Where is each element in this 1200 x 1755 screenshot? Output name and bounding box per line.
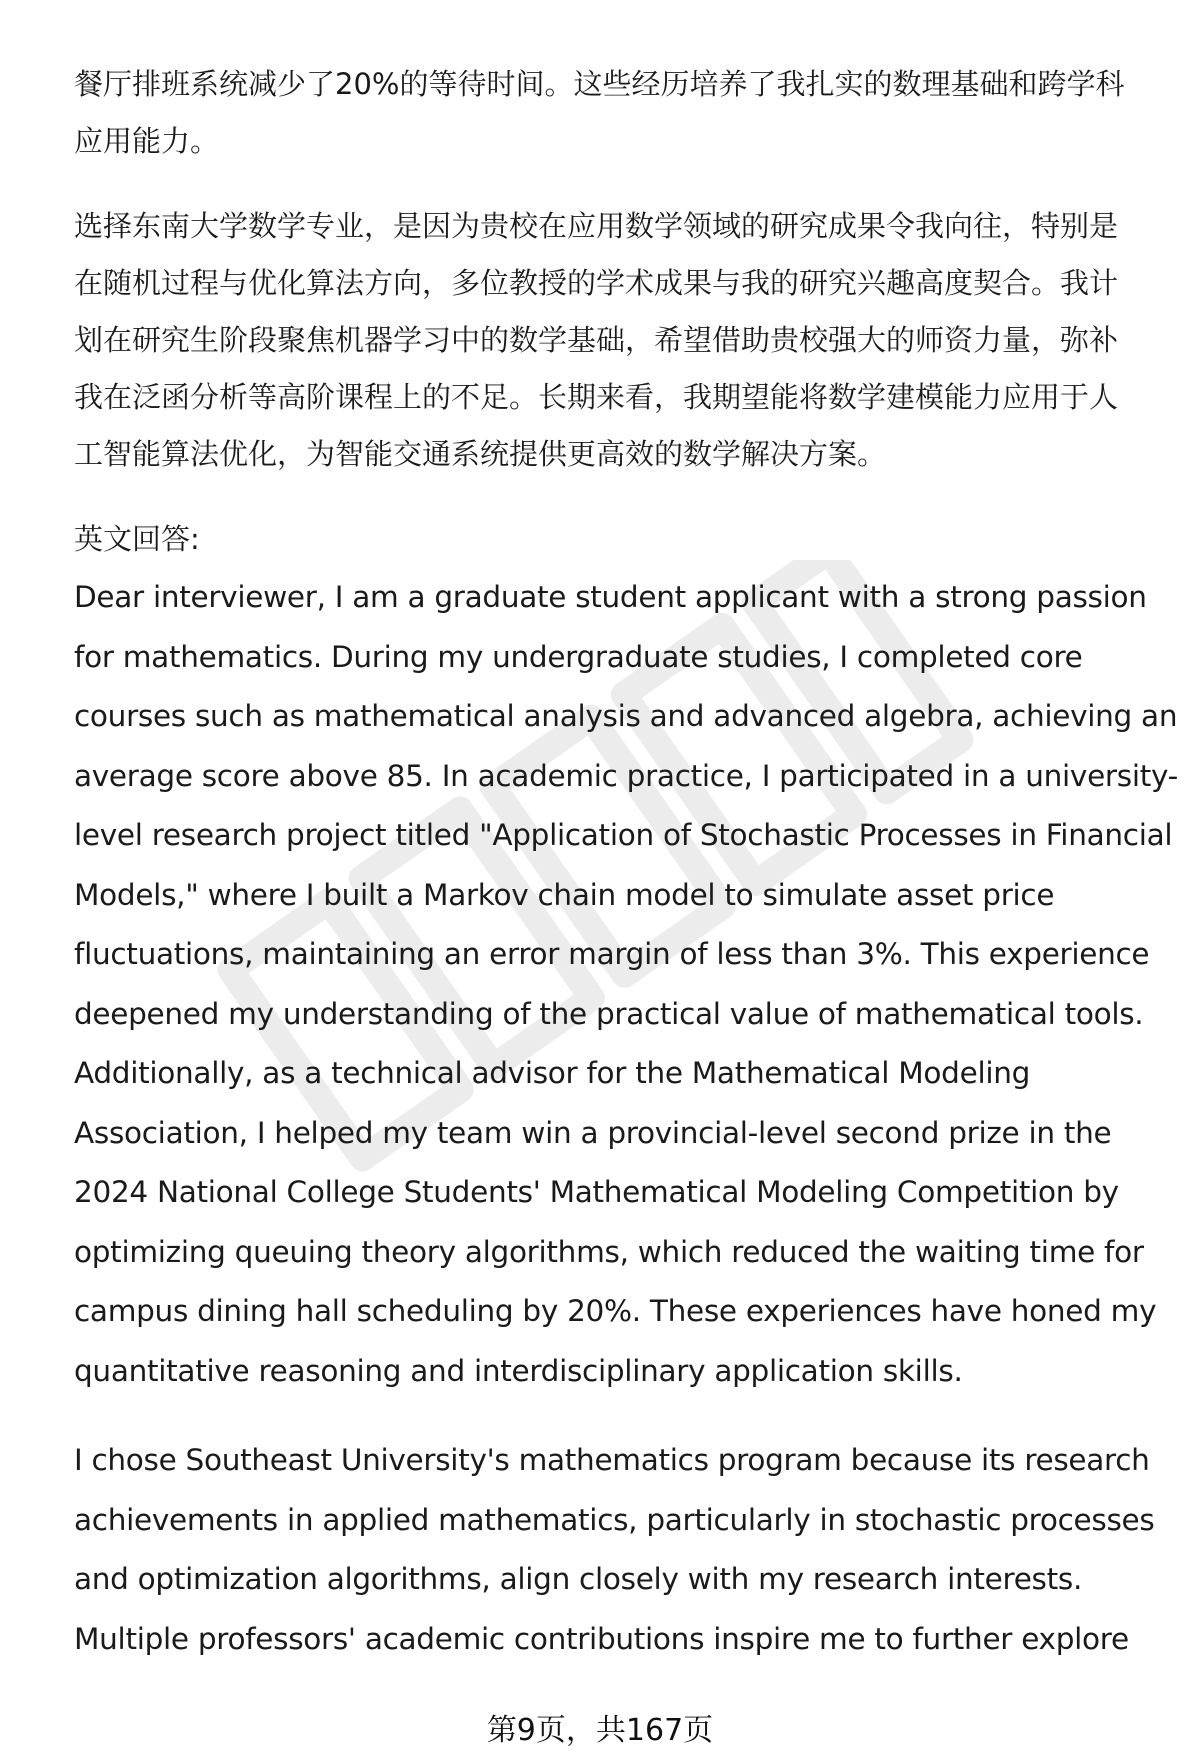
text-line: and optimization algorithms, align closely with my research interests.: [74, 1562, 1083, 1596]
text-line: Multiple professors' academic contributions inspire me to further explore: [74, 1621, 1129, 1656]
text-line: 选择东南大学数学专业，是因为贵校在应用数学领域的研究成果令我向往，特别是: [74, 209, 1119, 243]
text-line: average score above 85. In academic practice, I participated in a university-: [74, 758, 1178, 793]
text-line: Dear interviewer, I am a graduate student applicant with a strong passion: [74, 580, 1147, 614]
zh-paragraph-1: [74, 56, 1154, 170]
zh-paragraph-2: [74, 198, 1154, 483]
text-line: 在随机过程与优化算法方向，多位教授的学术成果与我的研究兴趣高度契合。我计: [74, 266, 1119, 300]
text-line: campus dining hall scheduling by 20%. These experiences have honed my: [74, 1294, 1157, 1328]
english-answer-heading: [74, 511, 1154, 568]
text-line: level research project titled "Application of Stochastic Processes in Financial: [74, 818, 1173, 852]
text-line: Association, I helped my team win a provincial-level second prize in the: [74, 1115, 1112, 1150]
text-line: achievements in applied mathematics, particularly in stochastic processes: [74, 1502, 1155, 1537]
page-number: 第9页，共167页: [486, 1713, 714, 1748]
text-line: optimizing queuing theory algorithms, which reduced the waiting time for: [74, 1234, 1144, 1269]
text-line: fluctuations, maintaining an error margin of less than 3%. This experience: [74, 937, 1150, 971]
document-page: [74, 56, 1178, 1669]
text-line: deepened my understanding of the practical value of mathematical tools.: [74, 996, 1144, 1031]
text-line: 餐厅排班系统减少了20%的等待时间。这些经历培养了我扎实的数理基础和跨学科: [74, 67, 1125, 101]
text-line: I chose Southeast University's mathematics program because its research: [74, 1443, 1150, 1477]
text-line: for mathematics. During my undergraduate studies, I completed core: [74, 639, 1083, 674]
text-line: 工智能算法优化，为智能交通系统提供更高效的数学解决方案。: [74, 437, 887, 471]
text-line: 划在研究生阶段聚焦机器学习中的数学基础，希望借助贵校强大的师资力量，弥补: [74, 323, 1119, 357]
text-line: courses such as mathematical analysis and advanced algebra, achieving an: [74, 699, 1178, 733]
text-line: quantitative reasoning and interdisciplinary application skills.: [74, 1353, 963, 1388]
heading-text: 英文回答:: [74, 522, 200, 556]
en-paragraph-2: [74, 1431, 1154, 1669]
text-line: 我在泛函分析等高阶课程上的不足。长期来看，我期望能将数学建模能力应用于人: [74, 380, 1119, 414]
en-paragraph-1: [74, 568, 1178, 1401]
text-line: 2024 National College Students' Mathematical Modeling Competition by: [74, 1175, 1119, 1209]
text-line: 应用能力。: [74, 124, 220, 158]
text-line: Models," where I built a Markov chain model to simulate asset price: [74, 877, 1055, 912]
text-line: Additionally, as a technical advisor for the Mathematical Modeling: [74, 1056, 1031, 1090]
